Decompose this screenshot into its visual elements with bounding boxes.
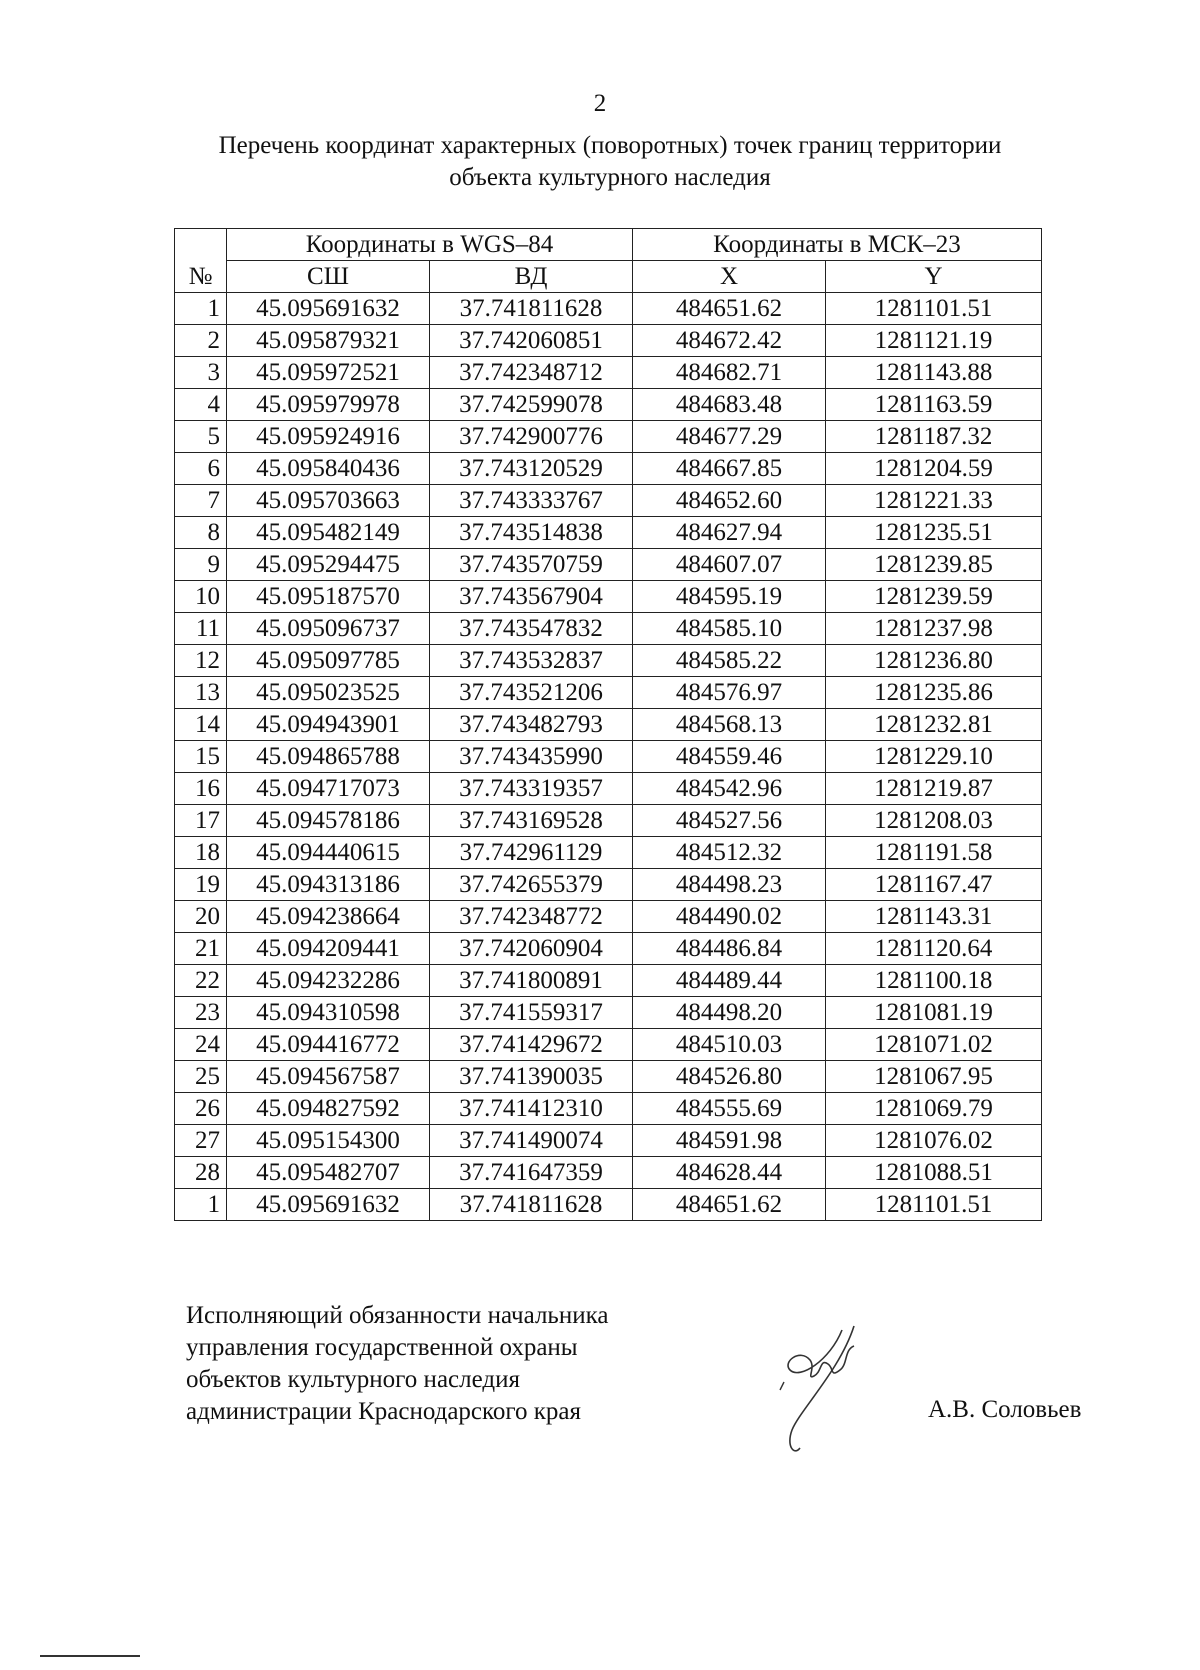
- cell-longitude: 37.742348772: [430, 901, 633, 933]
- cell-x: 484682.71: [633, 357, 826, 389]
- table-row: [175, 997, 1042, 1029]
- cell-longitude: 37.743570759: [430, 549, 633, 581]
- cell-y: 1281088.51: [826, 1157, 1042, 1189]
- cell-x: 484489.44: [633, 965, 826, 997]
- cell-x: 484591.98: [633, 1125, 826, 1157]
- cell-x: 484683.48: [633, 389, 826, 421]
- cell-latitude: 45.094865788: [227, 741, 430, 773]
- cell-latitude: 45.095482149: [227, 517, 430, 549]
- cell-number: 3: [175, 357, 227, 389]
- cell-longitude: 37.741559317: [430, 997, 633, 1029]
- coordinates-table: [174, 228, 1042, 1221]
- cell-x: 484576.97: [633, 677, 826, 709]
- cell-latitude: 45.095187570: [227, 581, 430, 613]
- table-row: [175, 901, 1042, 933]
- cell-y: 1281239.59: [826, 581, 1042, 613]
- cell-x: 484542.96: [633, 773, 826, 805]
- cell-number: 15: [175, 741, 227, 773]
- group-header-wgs84: Координаты в WGS–84: [227, 229, 633, 261]
- cell-latitude: 45.095154300: [227, 1125, 430, 1157]
- table-row: [175, 965, 1042, 997]
- cell-y: 1281069.79: [826, 1093, 1042, 1125]
- cell-latitude: 45.095482707: [227, 1157, 430, 1189]
- cell-longitude: 37.741390035: [430, 1061, 633, 1093]
- cell-x: 484512.32: [633, 837, 826, 869]
- signatory-line-1: Исполняющий обязанности начальника: [186, 1302, 609, 1329]
- cell-latitude: 45.094827592: [227, 1093, 430, 1125]
- cell-longitude: 37.741490074: [430, 1125, 633, 1157]
- cell-longitude: 37.743120529: [430, 453, 633, 485]
- cell-x: 484510.03: [633, 1029, 826, 1061]
- cell-latitude: 45.094416772: [227, 1029, 430, 1061]
- cell-x: 484585.22: [633, 645, 826, 677]
- cell-y: 1281219.87: [826, 773, 1042, 805]
- cell-latitude: 45.095924916: [227, 421, 430, 453]
- cell-x: 484667.85: [633, 453, 826, 485]
- cell-x: 484627.94: [633, 517, 826, 549]
- cell-y: 1281071.02: [826, 1029, 1042, 1061]
- bottom-divider: [40, 1655, 140, 1657]
- cell-number: 23: [175, 997, 227, 1029]
- table-body: [175, 293, 1042, 1221]
- table-row: [175, 1029, 1042, 1061]
- cell-number: 28: [175, 1157, 227, 1189]
- cell-longitude: 37.742348712: [430, 357, 633, 389]
- cell-number: 20: [175, 901, 227, 933]
- cell-x: 484559.46: [633, 741, 826, 773]
- cell-x: 484527.56: [633, 805, 826, 837]
- cell-x: 484486.84: [633, 933, 826, 965]
- cell-longitude: 37.743567904: [430, 581, 633, 613]
- cell-y: 1281081.19: [826, 997, 1042, 1029]
- table-row: [175, 453, 1042, 485]
- table-row: [175, 1061, 1042, 1093]
- cell-latitude: 45.094313186: [227, 869, 430, 901]
- title-line-2: объекта культурного наследия: [449, 164, 771, 191]
- cell-y: 1281100.18: [826, 965, 1042, 997]
- cell-x: 484526.80: [633, 1061, 826, 1093]
- cell-longitude: 37.743319357: [430, 773, 633, 805]
- table-row: [175, 325, 1042, 357]
- cell-latitude: 45.095979978: [227, 389, 430, 421]
- column-header-latitude: СШ: [227, 261, 430, 293]
- cell-latitude: 45.095840436: [227, 453, 430, 485]
- cell-x: 484628.44: [633, 1157, 826, 1189]
- cell-longitude: 37.741800891: [430, 965, 633, 997]
- cell-y: 1281187.32: [826, 421, 1042, 453]
- cell-y: 1281208.03: [826, 805, 1042, 837]
- table-row: [175, 581, 1042, 613]
- cell-y: 1281235.86: [826, 677, 1042, 709]
- cell-x: 484651.62: [633, 293, 826, 325]
- column-header-number-label: №: [188, 263, 213, 290]
- cell-longitude: 37.743514838: [430, 517, 633, 549]
- cell-number: 21: [175, 933, 227, 965]
- table-row: [175, 485, 1042, 517]
- cell-number: 12: [175, 645, 227, 677]
- cell-x: 484595.19: [633, 581, 826, 613]
- cell-latitude: 45.095972521: [227, 357, 430, 389]
- cell-latitude: 45.094232286: [227, 965, 430, 997]
- cell-y: 1281239.85: [826, 549, 1042, 581]
- cell-longitude: 37.742655379: [430, 869, 633, 901]
- cell-number: 8: [175, 517, 227, 549]
- table-row: [175, 1093, 1042, 1125]
- cell-longitude: 37.743521206: [430, 677, 633, 709]
- cell-x: 484555.69: [633, 1093, 826, 1125]
- table-row: [175, 1125, 1042, 1157]
- cell-longitude: 37.741412310: [430, 1093, 633, 1125]
- cell-longitude: 37.741429672: [430, 1029, 633, 1061]
- cell-y: 1281143.88: [826, 357, 1042, 389]
- cell-number: 10: [175, 581, 227, 613]
- cell-number: 13: [175, 677, 227, 709]
- cell-y: 1281163.59: [826, 389, 1042, 421]
- table-row: [175, 613, 1042, 645]
- document-title: [150, 130, 1070, 194]
- cell-number: 25: [175, 1061, 227, 1093]
- title-line-1: Перечень координат характерных (поворотных) точек границ территории: [218, 132, 1002, 159]
- cell-latitude: 45.095097785: [227, 645, 430, 677]
- cell-number: 2: [175, 325, 227, 357]
- cell-latitude: 45.095879321: [227, 325, 430, 357]
- cell-y: 1281232.81: [826, 709, 1042, 741]
- table-row: [175, 357, 1042, 389]
- table-row: [175, 869, 1042, 901]
- cell-number: 5: [175, 421, 227, 453]
- cell-y: 1281167.47: [826, 869, 1042, 901]
- cell-longitude: 37.742900776: [430, 421, 633, 453]
- cell-number: 6: [175, 453, 227, 485]
- cell-latitude: 45.094209441: [227, 933, 430, 965]
- signatory-line-4: администрации Краснодарского края: [186, 1398, 582, 1425]
- cell-longitude: 37.742961129: [430, 837, 633, 869]
- cell-y: 1281204.59: [826, 453, 1042, 485]
- cell-x: 484652.60: [633, 485, 826, 517]
- cell-y: 1281221.33: [826, 485, 1042, 517]
- page-number: 2: [593, 90, 607, 117]
- cell-x: 484672.42: [633, 325, 826, 357]
- column-header-x: X: [633, 261, 826, 293]
- signatory-position: [186, 1300, 608, 1428]
- table-row: [175, 709, 1042, 741]
- column-header-number: [175, 229, 227, 293]
- cell-longitude: 37.741811628: [430, 1189, 633, 1221]
- cell-number: 1: [175, 293, 227, 325]
- table-row: [175, 645, 1042, 677]
- cell-y: 1281229.10: [826, 741, 1042, 773]
- cell-longitude: 37.742060904: [430, 933, 633, 965]
- cell-number: 27: [175, 1125, 227, 1157]
- cell-number: 17: [175, 805, 227, 837]
- cell-y: 1281067.95: [826, 1061, 1042, 1093]
- cell-number: 19: [175, 869, 227, 901]
- table-row: [175, 293, 1042, 325]
- cell-longitude: 37.743333767: [430, 485, 633, 517]
- table-row: [175, 549, 1042, 581]
- cell-y: 1281121.19: [826, 325, 1042, 357]
- cell-y: 1281235.51: [826, 517, 1042, 549]
- table-row: [175, 933, 1042, 965]
- cell-number: 24: [175, 1029, 227, 1061]
- table-row: [175, 517, 1042, 549]
- cell-longitude: 37.742599078: [430, 389, 633, 421]
- cell-longitude: 37.743482793: [430, 709, 633, 741]
- cell-y: 1281076.02: [826, 1125, 1042, 1157]
- cell-x: 484607.07: [633, 549, 826, 581]
- cell-longitude: 37.743532837: [430, 645, 633, 677]
- cell-latitude: 45.095096737: [227, 613, 430, 645]
- cell-number: 11: [175, 613, 227, 645]
- cell-latitude: 45.095294475: [227, 549, 430, 581]
- table-row: [175, 741, 1042, 773]
- cell-x: 484651.62: [633, 1189, 826, 1221]
- cell-latitude: 45.094440615: [227, 837, 430, 869]
- table-group-header-row: [175, 229, 1042, 261]
- signatory-line-3: объектов культурного наследия: [186, 1366, 520, 1393]
- table-row: [175, 837, 1042, 869]
- cell-y: 1281236.80: [826, 645, 1042, 677]
- cell-number: 14: [175, 709, 227, 741]
- cell-number: 22: [175, 965, 227, 997]
- cell-number: 16: [175, 773, 227, 805]
- table-row: [175, 677, 1042, 709]
- signatory-line-2: управления государственной охраны: [186, 1334, 578, 1361]
- table-column-header-row: [175, 261, 1042, 293]
- cell-latitude: 45.094578186: [227, 805, 430, 837]
- cell-y: 1281237.98: [826, 613, 1042, 645]
- cell-y: 1281101.51: [826, 1189, 1042, 1221]
- cell-latitude: 45.094567587: [227, 1061, 430, 1093]
- cell-longitude: 37.742060851: [430, 325, 633, 357]
- cell-latitude: 45.095023525: [227, 677, 430, 709]
- cell-y: 1281101.51: [826, 293, 1042, 325]
- cell-x: 484585.10: [633, 613, 826, 645]
- cell-longitude: 37.743547832: [430, 613, 633, 645]
- handwritten-signature: [770, 1320, 880, 1460]
- cell-latitude: 45.094238664: [227, 901, 430, 933]
- cell-y: 1281191.58: [826, 837, 1042, 869]
- cell-x: 484490.02: [633, 901, 826, 933]
- cell-longitude: 37.741647359: [430, 1157, 633, 1189]
- cell-number: 4: [175, 389, 227, 421]
- cell-x: 484498.23: [633, 869, 826, 901]
- cell-longitude: 37.743435990: [430, 741, 633, 773]
- cell-latitude: 45.095691632: [227, 1189, 430, 1221]
- cell-latitude: 45.094310598: [227, 997, 430, 1029]
- table-row: [175, 1189, 1042, 1221]
- cell-number: 26: [175, 1093, 227, 1125]
- cell-longitude: 37.743169528: [430, 805, 633, 837]
- cell-y: 1281120.64: [826, 933, 1042, 965]
- cell-latitude: 45.095691632: [227, 293, 430, 325]
- table-row: [175, 805, 1042, 837]
- cell-y: 1281143.31: [826, 901, 1042, 933]
- cell-latitude: 45.095703663: [227, 485, 430, 517]
- table-row: [175, 773, 1042, 805]
- cell-x: 484568.13: [633, 709, 826, 741]
- column-header-y: Y: [826, 261, 1042, 293]
- cell-number: 18: [175, 837, 227, 869]
- signatory-name: А.В. Соловьев: [928, 1396, 1082, 1423]
- table-row: [175, 389, 1042, 421]
- column-header-longitude: ВД: [430, 261, 633, 293]
- cell-latitude: 45.094943901: [227, 709, 430, 741]
- cell-number: 7: [175, 485, 227, 517]
- cell-x: 484677.29: [633, 421, 826, 453]
- cell-x: 484498.20: [633, 997, 826, 1029]
- cell-longitude: 37.741811628: [430, 293, 633, 325]
- cell-latitude: 45.094717073: [227, 773, 430, 805]
- table-row: [175, 421, 1042, 453]
- cell-number: 9: [175, 549, 227, 581]
- table-row: [175, 1157, 1042, 1189]
- cell-number: 1: [175, 1189, 227, 1221]
- group-header-msk23: Координаты в МСК–23: [633, 229, 1042, 261]
